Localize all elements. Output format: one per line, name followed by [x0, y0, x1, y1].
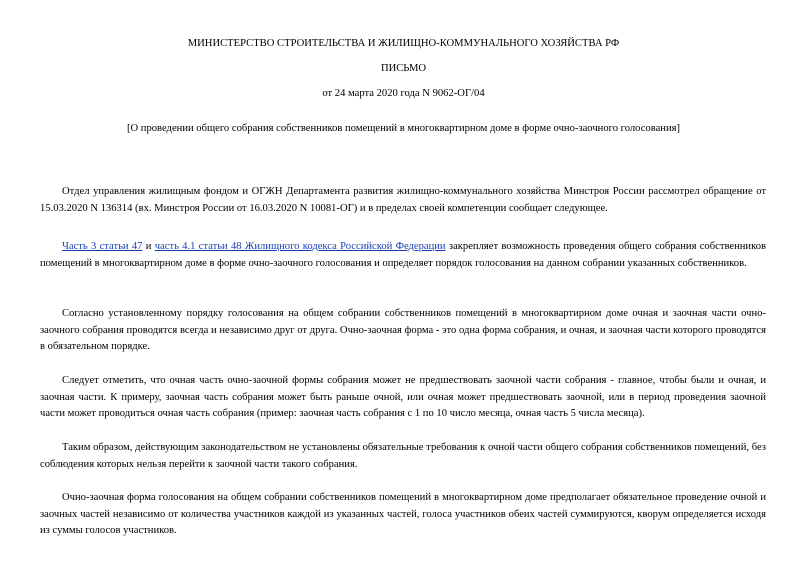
link-part3-article47[interactable]: Часть 3 статьи 47 — [62, 241, 143, 252]
paragraph-1: Отдел управления жилищным фондом и ОГЖН Департамента развития жилищно-коммунального хозяйства Минстроя России рассмотрел обращение от 15.03.2020 N 136314 (вх. Минстроя России от 16.03.2020 N 10081-ОГ) и в пределах своей компетенции сообщает следующее. — [40, 186, 766, 214]
ministry-title: МИНИСТЕРСТВО СТРОИТЕЛЬСТВА И ЖИЛИЩНО-КОММУНАЛЬНОГО ХОЗЯЙСТВА РФ — [187, 38, 620, 49]
paragraph-2 — [40, 239, 766, 272]
paragraph-3: Согласно установленному порядку голосования на общем собрании собственников помещений в многоквартирном доме очная и заочная части очно-заочного собрания проводятся всегда и независимо друг от друга. Очно-заочная форма - это одна форма собрания, и очная, и заочная части которого проводятся в обязательном порядке. — [40, 308, 766, 352]
doc-date-number: от 24 марта 2020 года N 9062-ОГ/04 — [322, 88, 485, 99]
paragraph-4: Следует отметить, что очная часть очно-заочной формы собрания может не предшествовать заочной части собрания - главное, чтобы были и очная, и заочная части. К примеру, заочная часть собрания может быть раньше очной, или очная может предшествовать заочной, или в период проведения заочной части может проводиться очная часть собрания (пример: заочная часть собрания с 1 по 10 число месяца, очная часть 5 числа месяца). — [40, 375, 766, 419]
paragraph-5: Таким образом, действующим законодательством не установлены обязательные требования к очной части общего собрания собственников помещений, без соблюдения которых нельзя перейти к заочной части такого собрания. — [40, 442, 766, 470]
link-part41-article48-housing-code[interactable]: часть 4.1 статьи 48 Жилищного кодекса Российской Федерации — [154, 241, 446, 252]
paragraph-2-connector: и — [142, 241, 155, 252]
paragraph-6: Очно-заочная форма голосования на общем собрании собственников помещений в многоквартирном доме предполагает обязательное проведение очной и заочных частей независимо от количества участников каждой из указанных частей, голоса участников обеих частей суммируются, кворум определяется исходя из суммы голосов участников. — [40, 492, 766, 536]
doc-subject: [О проведении общего собрания собственников помещений в многоквартирном доме в форме очно-заочного голосования] — [126, 123, 681, 134]
paragraph-2-text: закрепляет возможность проведения общего собрания собственников помещений в многоквартирном доме в форме очно-заочного голосования и определяет порядок голосования на данном собрании указанных собственников. — [40, 241, 767, 269]
doc-type: ПИСЬМО — [380, 63, 427, 74]
